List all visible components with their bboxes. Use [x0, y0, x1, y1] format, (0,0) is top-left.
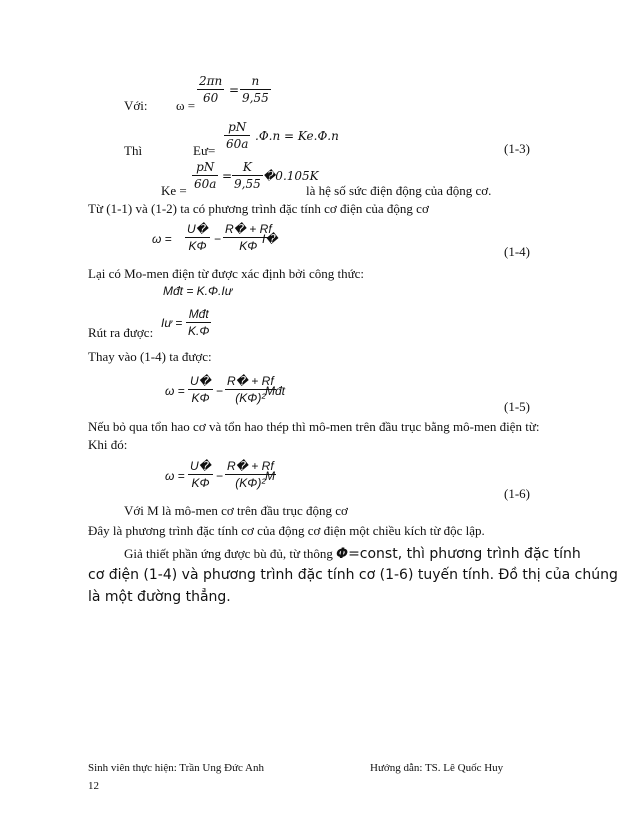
fraction-denominator: 9,55 [234, 177, 261, 191]
footer-student: Sinh viên thực hiện: Trần Ung Đức Anh [88, 762, 265, 774]
moment-tail: M [265, 469, 275, 483]
fraction-denominator: KΦ [188, 239, 207, 253]
fraction-U-KPhi [188, 374, 213, 405]
fraction-denominator: 9,55 [242, 91, 269, 105]
footer-advisor: Hướng dẫn: TS. Lê Quốc Huy [370, 762, 504, 774]
fraction-numerator: 2πn [199, 74, 223, 88]
equals-sign: = [229, 83, 240, 97]
equation-number-1-3: (1-3) [504, 141, 530, 156]
minus-sign: − [216, 469, 224, 483]
equation-mdt: Mđt = K.Φ.Iư [163, 284, 233, 298]
fraction-numerator: pN [224, 120, 250, 136]
iu-lhs: Iư = [161, 316, 183, 330]
ke-lhs: Ke = [161, 183, 187, 198]
fraction-numerator: U� [190, 374, 211, 388]
phi-symbol: Φ [336, 546, 349, 562]
text-line-7: Đây là phương trình đặc tính cơ của động cơ điện một chiều kích từ độc lập. [88, 523, 485, 538]
paragraph-line-2: cơ điện (1-4) và phương trình đặc tính cơ (1-6) tuyến tính. Đồ thị của chúng [88, 567, 618, 583]
fraction-denominator: 60a [194, 177, 217, 191]
fraction-pN-60a-ke [192, 160, 218, 191]
fraction-denominator: (KΦ)² [235, 476, 266, 490]
text-line-1: Từ (1-1) và (1-2) ta có phương trình đặc tính cơ điện của động cơ [88, 201, 429, 216]
fraction-denominator: KΦ [191, 391, 210, 405]
fraction-n-955 [240, 74, 271, 105]
equation-number-1-6: (1-6) [504, 486, 530, 501]
minus-sign: − [214, 232, 222, 246]
moment-tail: Mđt [265, 384, 286, 398]
fraction-numerator: U� [190, 459, 211, 473]
ke-note: là hệ số sức điện động của động cơ. [306, 183, 492, 198]
label-voi: Với: [124, 98, 148, 113]
fraction-numerator: Mđt [186, 307, 211, 323]
equation-number-1-5: (1-5) [504, 399, 530, 414]
fraction-2pin-60 [197, 74, 224, 105]
fraction-numerator: U� [187, 222, 208, 236]
fraction-numerator: K [232, 160, 263, 176]
eu-rhs: .Φ.n = Ke.Φ.n [255, 129, 339, 143]
page-number: 12 [88, 780, 99, 792]
fraction-denominator: KΦ [239, 239, 258, 253]
text-line-5: Khi đó: [88, 437, 128, 452]
fraction-numerator: R� + Rf [225, 222, 272, 236]
fraction-K-955 [232, 160, 263, 191]
fraction-U-KPhi [185, 222, 210, 253]
paragraph-line-1 [124, 545, 581, 563]
paragraph-text: =const, thì phương trình đặc tính [348, 546, 581, 562]
ke-approx: �0.105K [263, 169, 319, 183]
paragraph-text: Giả thiết phần ứng được bù đủ, từ thông [124, 546, 337, 561]
fraction-denominator: 60a [226, 137, 249, 151]
text-line-3: Thay vào (1-4) ta được: [88, 349, 212, 364]
eu-lhs: Eư= [193, 143, 216, 158]
fraction-pN-60a [224, 120, 250, 151]
fraction-denominator: KΦ [191, 476, 210, 490]
omega-lhs-1-6: ω = [165, 469, 185, 483]
fraction-denominator: 60 [202, 91, 219, 105]
equals-sign: = [222, 169, 233, 183]
omega-lhs-1-4: ω = [152, 232, 172, 246]
paragraph-line-3: là một đường thẳng. [88, 589, 231, 605]
fraction-numerator: R� + Rf [227, 459, 274, 473]
omega-lhs-1-5: ω = [165, 384, 185, 398]
fraction-denominator: K.Φ [188, 324, 210, 338]
text-line-6: Với M là mô-men cơ trên đầu trục động cơ [124, 503, 348, 518]
fraction-denominator: (KΦ)² [235, 391, 266, 405]
text-rut-ra: Rút ra được: [88, 325, 154, 340]
equation-number-1-4: (1-4) [504, 244, 530, 259]
fraction-U-KPhi [188, 459, 213, 490]
current-tail: I� [262, 232, 278, 246]
minus-sign: − [216, 384, 224, 398]
fraction-numerator: pN [192, 160, 218, 176]
fraction-numerator: R� + Rf [227, 374, 274, 388]
omega-lhs: ω = [176, 98, 196, 113]
label-thi: Thì [124, 143, 143, 158]
text-line-4: Nếu bỏ qua tổn hao cơ và tổn hao thép thì mô-men trên đầu trục bằng mô-men điện từ: [88, 419, 540, 434]
text-line-2: Lại có Mo-men điện từ được xác định bởi công thức: [88, 266, 365, 281]
fraction-numerator: n [240, 74, 271, 90]
fraction-Mdt-KPhi [186, 307, 211, 338]
